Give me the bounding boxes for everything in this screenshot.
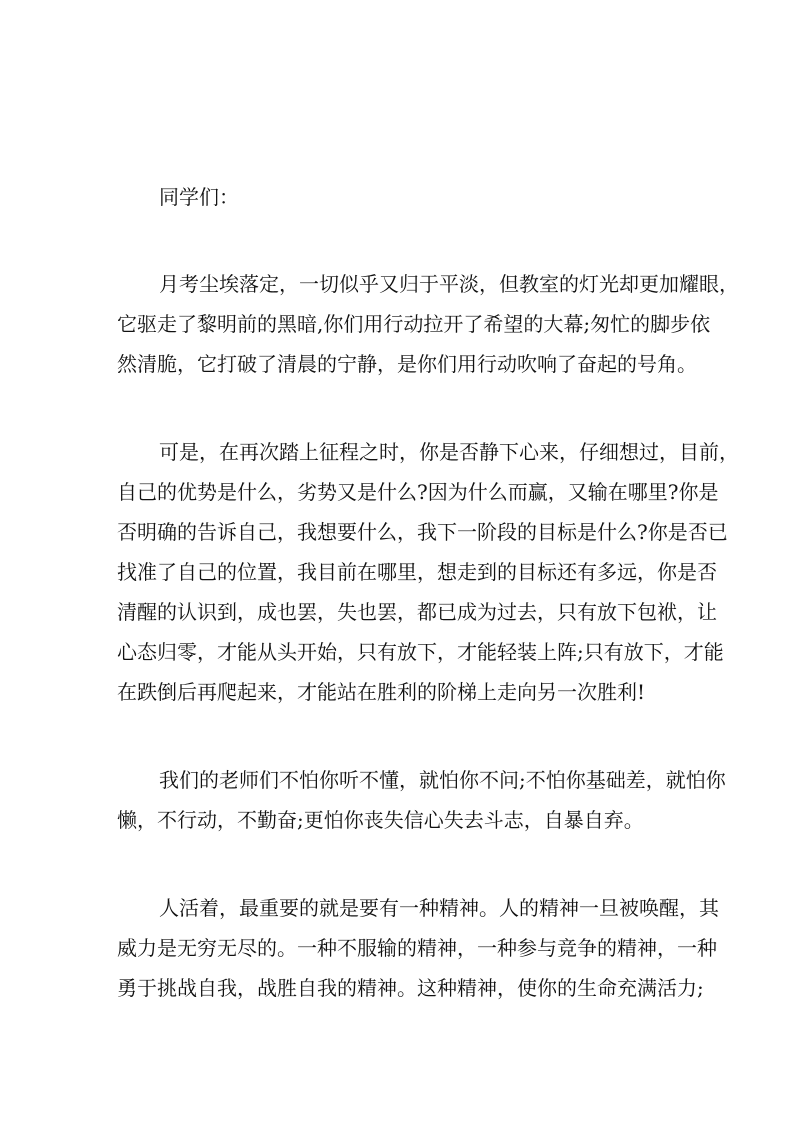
text-line: 自己的优势是什么，劣势又是什么?因为什么而赢，又输在哪里?你是 [117, 480, 719, 504]
text-line: 人活着，最重要的就是要有一种精神。人的精神一旦被唤醒，其 [159, 896, 719, 920]
text-line: 威力是无穷无尽的。一种不服输的精神，一种参与竞争的精神，一种 [117, 936, 717, 960]
text-line: 然清脆，它打破了清晨的宁静，是你们用行动吹响了奋起的号角。 [117, 352, 697, 376]
text-line: 它驱走了黎明前的黑暗,你们用行动拉开了希望的大幕;匆忙的脚步依 [117, 312, 711, 336]
text-line: 找准了自己的位置，我目前在哪里，想走到的目标还有多远，你是否 [117, 560, 717, 584]
text-line: 在跌倒后再爬起来，才能站在胜利的阶梯上走向另一次胜利! [117, 680, 646, 704]
text-line: 可是，在再次踏上征程之时，你是否静下心来，仔细想过，目前， [159, 440, 739, 464]
text-line: 清醒的认识到，成也罢，失也罢，都已成为过去，只有放下包袱，让 [117, 600, 717, 624]
text-line: 月考尘埃落定，一切似乎又归于平淡，但教室的灯光却更加耀眼， [159, 272, 739, 296]
text-line: 勇于挑战自我，战胜自我的精神。这种精神，使你的生命充满活力; [117, 976, 704, 1000]
text-line: 否明确的告诉自己，我想要什么，我下一阶段的目标是什么?你是否已 [117, 520, 728, 544]
text-line: 心态归零，才能从头开始，只有放下，才能轻装上阵;只有放下，才能 [117, 640, 724, 664]
salutation: 同学们： [159, 185, 239, 209]
text-line: 我们的老师们不怕你听不懂，就怕你不问;不怕你基础差，就怕你 [159, 768, 726, 792]
text-line: 懒，不行动，不勤奋;更怕你丧失信心失去斗志，自暴自弃。 [117, 808, 644, 832]
